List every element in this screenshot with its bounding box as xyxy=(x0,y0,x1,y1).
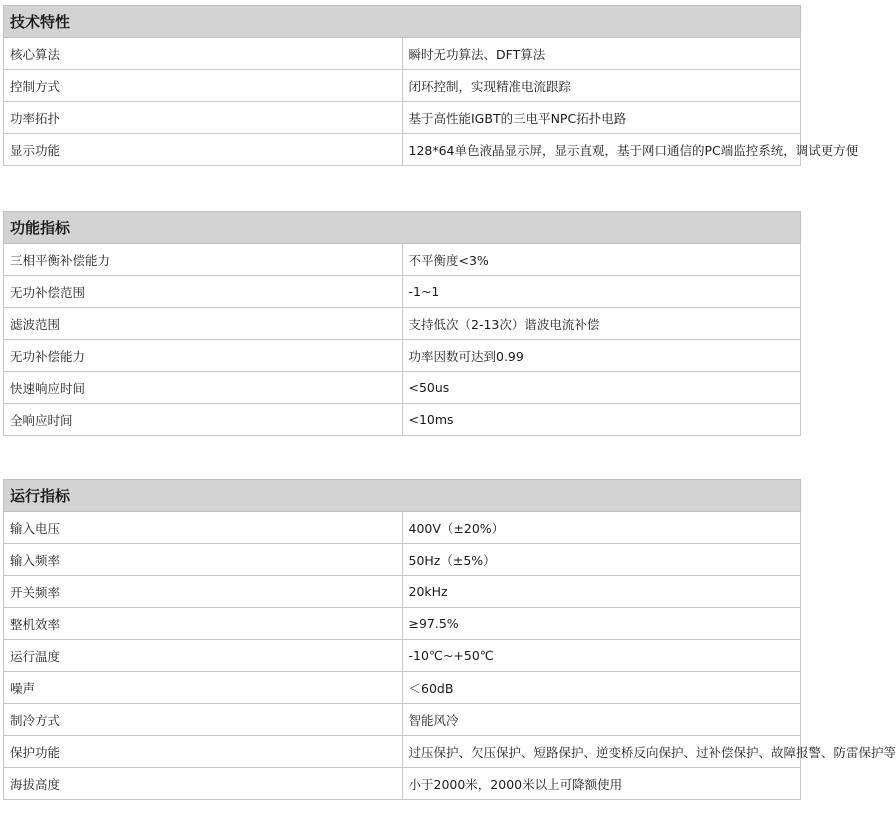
table-row xyxy=(4,544,801,576)
section-title-func: 功能指标 xyxy=(4,212,801,244)
operation-spec-table xyxy=(3,479,896,800)
table-row xyxy=(4,38,801,70)
spec-key: 输入频率 xyxy=(4,544,403,576)
tech-spec-table xyxy=(3,5,859,166)
spec-key: 控制方式 xyxy=(4,70,403,102)
spec-key: 开关频率 xyxy=(4,576,403,608)
spec-key: 无功补偿能力 xyxy=(4,340,403,372)
spec-value: 20kHz xyxy=(402,576,801,608)
spec-key: 三相平衡补偿能力 xyxy=(4,244,403,276)
table-row xyxy=(4,736,801,768)
table-row xyxy=(4,404,801,436)
section-header xyxy=(4,212,801,244)
spec-value: 小于2000米，2000米以上可降额使用 xyxy=(402,768,801,800)
spec-value: 不平衡度<3% xyxy=(402,244,801,276)
table-row xyxy=(4,102,801,134)
function-spec-table xyxy=(3,211,801,436)
table-row xyxy=(4,276,801,308)
spec-key: 滤波范围 xyxy=(4,308,403,340)
table-row xyxy=(4,244,801,276)
table-row xyxy=(4,608,801,640)
spec-key: 无功补偿范围 xyxy=(4,276,403,308)
spec-key: 整机效率 xyxy=(4,608,403,640)
table-row xyxy=(4,340,801,372)
section-header xyxy=(4,480,801,512)
spec-value: 功率因数可达到0.99 xyxy=(402,340,801,372)
table-row xyxy=(4,640,801,672)
spec-key: 核心算法 xyxy=(4,38,403,70)
spec-value: 400V（±20%） xyxy=(402,512,801,544)
table-row xyxy=(4,576,801,608)
spec-value: 基于高性能IGBT的三电平NPC拓扑电路 xyxy=(402,102,801,134)
spec-key: 运行温度 xyxy=(4,640,403,672)
spec-key: 海拔高度 xyxy=(4,768,403,800)
spec-value: 瞬时无功算法、DFT算法 xyxy=(402,38,801,70)
spec-key: 噪声 xyxy=(4,672,403,704)
section-header xyxy=(4,6,801,38)
spec-key: 输入电压 xyxy=(4,512,403,544)
table-row xyxy=(4,768,801,800)
spec-value: -10℃~+50℃ xyxy=(402,640,801,672)
spec-key: 快速响应时间 xyxy=(4,372,403,404)
spec-value: 闭环控制，实现精准电流跟踪 xyxy=(402,70,801,102)
table-row xyxy=(4,672,801,704)
table-row xyxy=(4,704,801,736)
table-row xyxy=(4,70,801,102)
spec-value: 过压保护、欠压保护、短路保护、逆变桥反向保护、过补偿保护、故障报警、防雷保护等 xyxy=(402,736,801,768)
spec-key: 制冷方式 xyxy=(4,704,403,736)
spec-value: 50Hz（±5%） xyxy=(402,544,801,576)
spec-key: 功率拓扑 xyxy=(4,102,403,134)
spec-value: ＜60dB xyxy=(402,672,801,704)
table-row xyxy=(4,308,801,340)
spec-value: 128*64单色液晶显示屏，显示直观，基于网口通信的PC端监控系统，调试更方便 xyxy=(402,134,801,166)
table-row xyxy=(4,134,801,166)
spec-value: ≥97.5% xyxy=(402,608,801,640)
spec-value: -1~1 xyxy=(402,276,801,308)
section-title-run: 运行指标 xyxy=(4,480,801,512)
spec-key: 保护功能 xyxy=(4,736,403,768)
spec-value: 支持低次（2-13次）谐波电流补偿 xyxy=(402,308,801,340)
table-row xyxy=(4,372,801,404)
spec-key: 显示功能 xyxy=(4,134,403,166)
spec-value: <50us xyxy=(402,372,801,404)
spec-value: 智能风冷 xyxy=(402,704,801,736)
section-title-tech: 技术特性 xyxy=(4,6,801,38)
spec-value: <10ms xyxy=(402,404,801,436)
spec-key: 全响应时间 xyxy=(4,404,403,436)
table-row xyxy=(4,512,801,544)
